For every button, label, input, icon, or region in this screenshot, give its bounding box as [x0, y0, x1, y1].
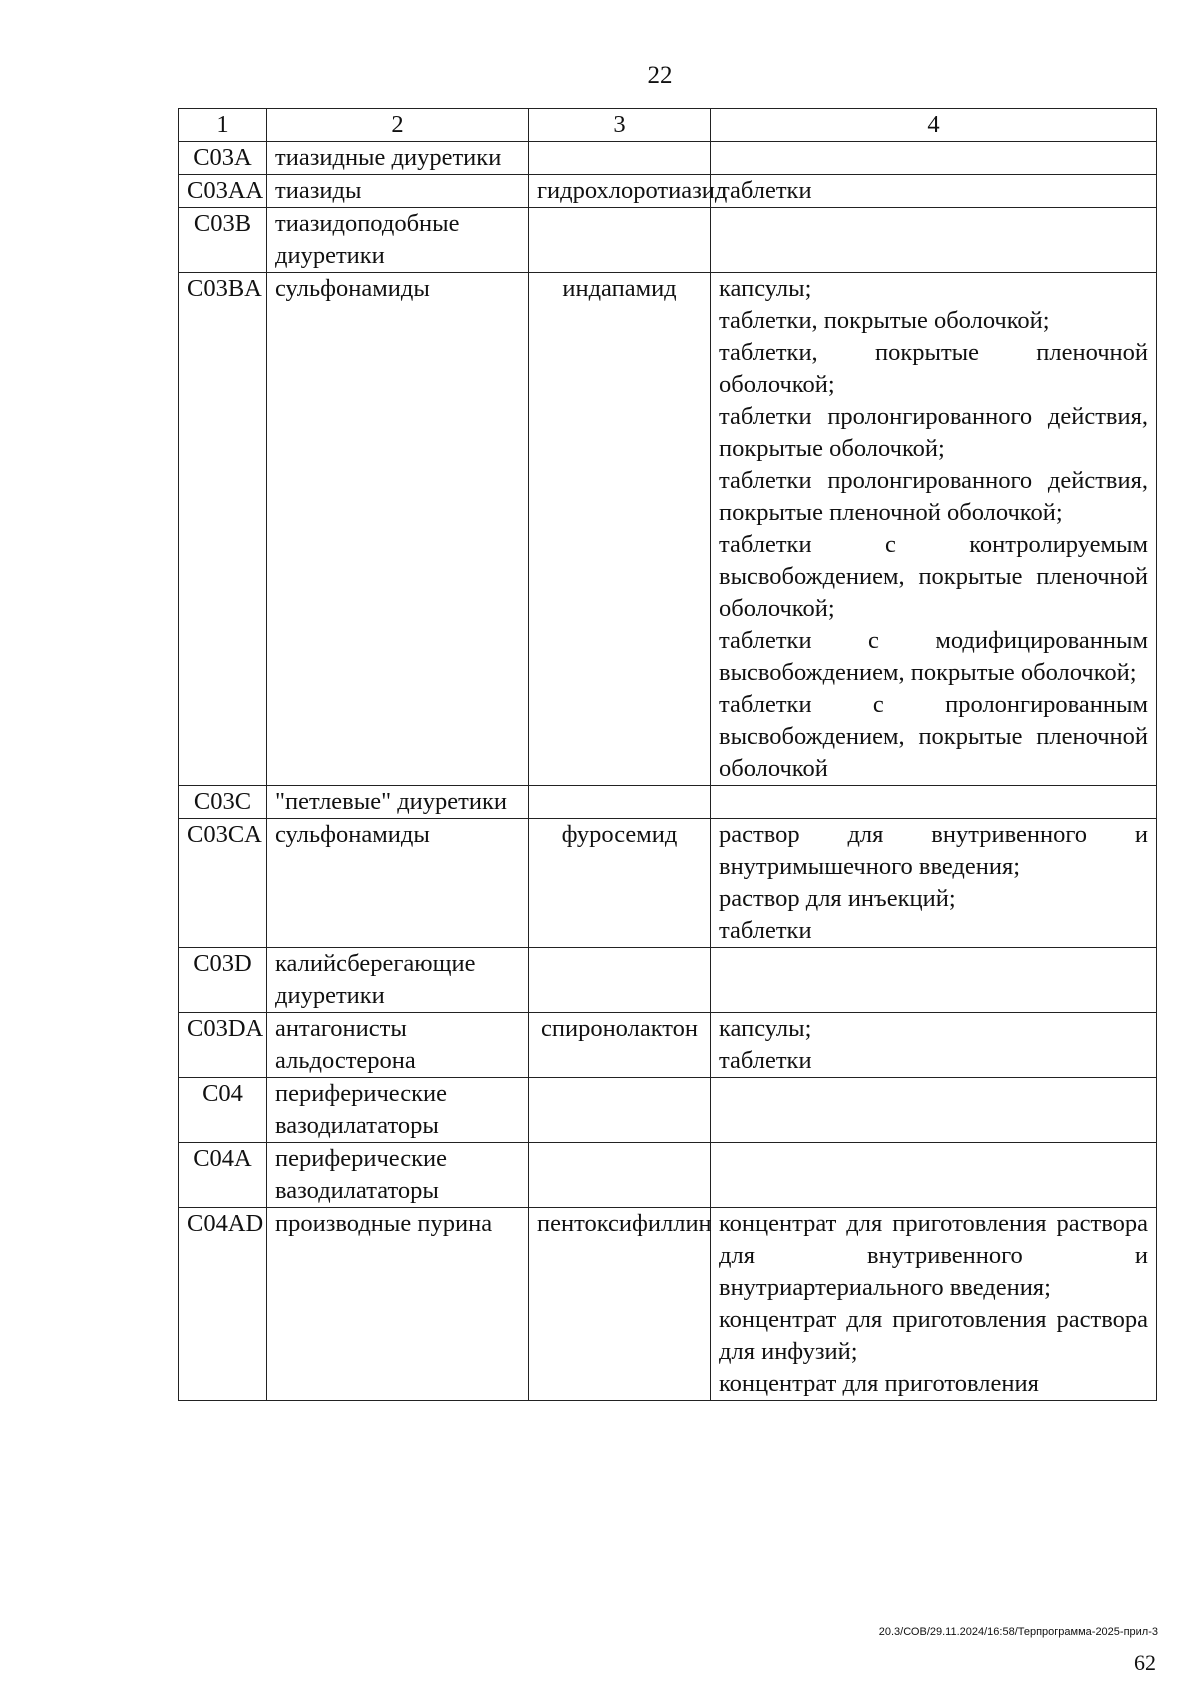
column-header: 2 [267, 109, 529, 142]
inn-cell: гидрохлоротиазид [529, 175, 711, 208]
table-row [179, 1078, 1157, 1143]
atc-code-cell: C03DA [179, 1013, 267, 1078]
column-header: 1 [179, 109, 267, 142]
column-header: 4 [711, 109, 1157, 142]
inn-cell [529, 208, 711, 273]
atc-code-cell: C03C [179, 786, 267, 819]
atc-code-cell: C03AA [179, 175, 267, 208]
table-body [179, 142, 1157, 1401]
dosage-form-item: концентрат для приготовления раствора для инфузий; [719, 1306, 1148, 1365]
drug-table [178, 108, 1157, 1401]
inn-cell: спиронолактон [529, 1013, 711, 1078]
table-row [179, 819, 1157, 948]
atc-code-cell: C03B [179, 208, 267, 273]
dosage-forms-cell [711, 1078, 1157, 1143]
atc-code-cell: C03CA [179, 819, 267, 948]
dosage-forms-cell [711, 1013, 1157, 1078]
dosage-form-item: таблетки с модифицированным высвобождением, покрытые оболочкой; [719, 627, 1148, 686]
atc-group-cell: антагонисты альдостерона [267, 1013, 529, 1078]
table-row [179, 1208, 1157, 1401]
dosage-form-item: таблетки [719, 177, 812, 204]
page-number-top: 22 [647, 62, 673, 89]
dosage-form-item: концентрат для приготовления [719, 1370, 1039, 1397]
column-header: 3 [529, 109, 711, 142]
dosage-form-item: таблетки, покрытые пленочной оболочкой; [719, 339, 1148, 398]
dosage-forms-cell [711, 208, 1157, 273]
dosage-form-item: таблетки, покрытые оболочкой; [719, 307, 1050, 334]
atc-group-cell: тиазидные диуретики [267, 142, 529, 175]
atc-group-cell: калийсберегающие диуретики [267, 948, 529, 1013]
dosage-form-item: таблетки с пролонгированным высвобождением, покрытые пленочной оболочкой [719, 691, 1148, 782]
atc-code-cell: C04A [179, 1143, 267, 1208]
dosage-form-item: раствор для инъекций; [719, 885, 956, 912]
atc-group-cell: тиазидоподобные диуретики [267, 208, 529, 273]
table-row [179, 175, 1157, 208]
dosage-form-item: таблетки пролонгированного действия, покрытые пленочной оболочкой; [719, 467, 1148, 526]
dosage-forms-cell [711, 1208, 1157, 1401]
inn-cell [529, 948, 711, 1013]
table-row [179, 1013, 1157, 1078]
dosage-form-item: таблетки с контролируемым высвобождением, покрытые пленочной оболочкой; [719, 531, 1148, 622]
dosage-form-item: капсулы; [719, 1015, 812, 1042]
atc-group-cell: периферические вазодилататоры [267, 1078, 529, 1143]
dosage-forms-cell [711, 948, 1157, 1013]
atc-group-cell: сульфонамиды [267, 819, 529, 948]
atc-code-cell: C04 [179, 1078, 267, 1143]
inn-cell [529, 142, 711, 175]
dosage-form-item: таблетки [719, 1047, 812, 1074]
dosage-form-item: концентрат для приготовления раствора для внутривенного и внутриартериального введения; [719, 1210, 1148, 1301]
atc-group-cell: "петлевые" диуретики [267, 786, 529, 819]
atc-group-cell: сульфонамиды [267, 273, 529, 786]
table-row [179, 273, 1157, 786]
footer-document-id: 20.3/СОВ/29.11.2024/16:58/Терпрограмма-2025-прил-3 [878, 1626, 1158, 1638]
dosage-forms-cell [711, 273, 1157, 786]
atc-group-cell: производные пурина [267, 1208, 529, 1401]
atc-group-cell: тиазиды [267, 175, 529, 208]
atc-code-cell: C03D [179, 948, 267, 1013]
table-row [179, 786, 1157, 819]
dosage-forms-cell [711, 175, 1157, 208]
table-row [179, 1143, 1157, 1208]
table-row [179, 208, 1157, 273]
dosage-form-item: таблетки [719, 917, 812, 944]
atc-group-cell: периферические вазодилататоры [267, 1143, 529, 1208]
header-row [179, 109, 1157, 142]
atc-code-cell: C04AD [179, 1208, 267, 1401]
dosage-forms-cell [711, 142, 1157, 175]
inn-cell [529, 1078, 711, 1143]
inn-cell [529, 1143, 711, 1208]
dosage-forms-cell [711, 1143, 1157, 1208]
dosage-form-item: капсулы; [719, 275, 812, 302]
inn-cell [529, 786, 711, 819]
atc-code-cell: C03BA [179, 273, 267, 786]
dosage-forms-cell [711, 819, 1157, 948]
table-row [179, 142, 1157, 175]
dosage-form-item: таблетки пролонгированного действия, покрытые оболочкой; [719, 403, 1148, 462]
dosage-forms-cell [711, 786, 1157, 819]
page-number-bottom: 62 [1134, 1650, 1156, 1675]
inn-cell: индапамид [529, 273, 711, 786]
atc-code-cell: C03A [179, 142, 267, 175]
inn-cell: фуросемид [529, 819, 711, 948]
table-row [179, 948, 1157, 1013]
dosage-form-item: раствор для внутривенного и внутримышечного введения; [719, 821, 1148, 880]
inn-cell: пентоксифиллин [529, 1208, 711, 1401]
